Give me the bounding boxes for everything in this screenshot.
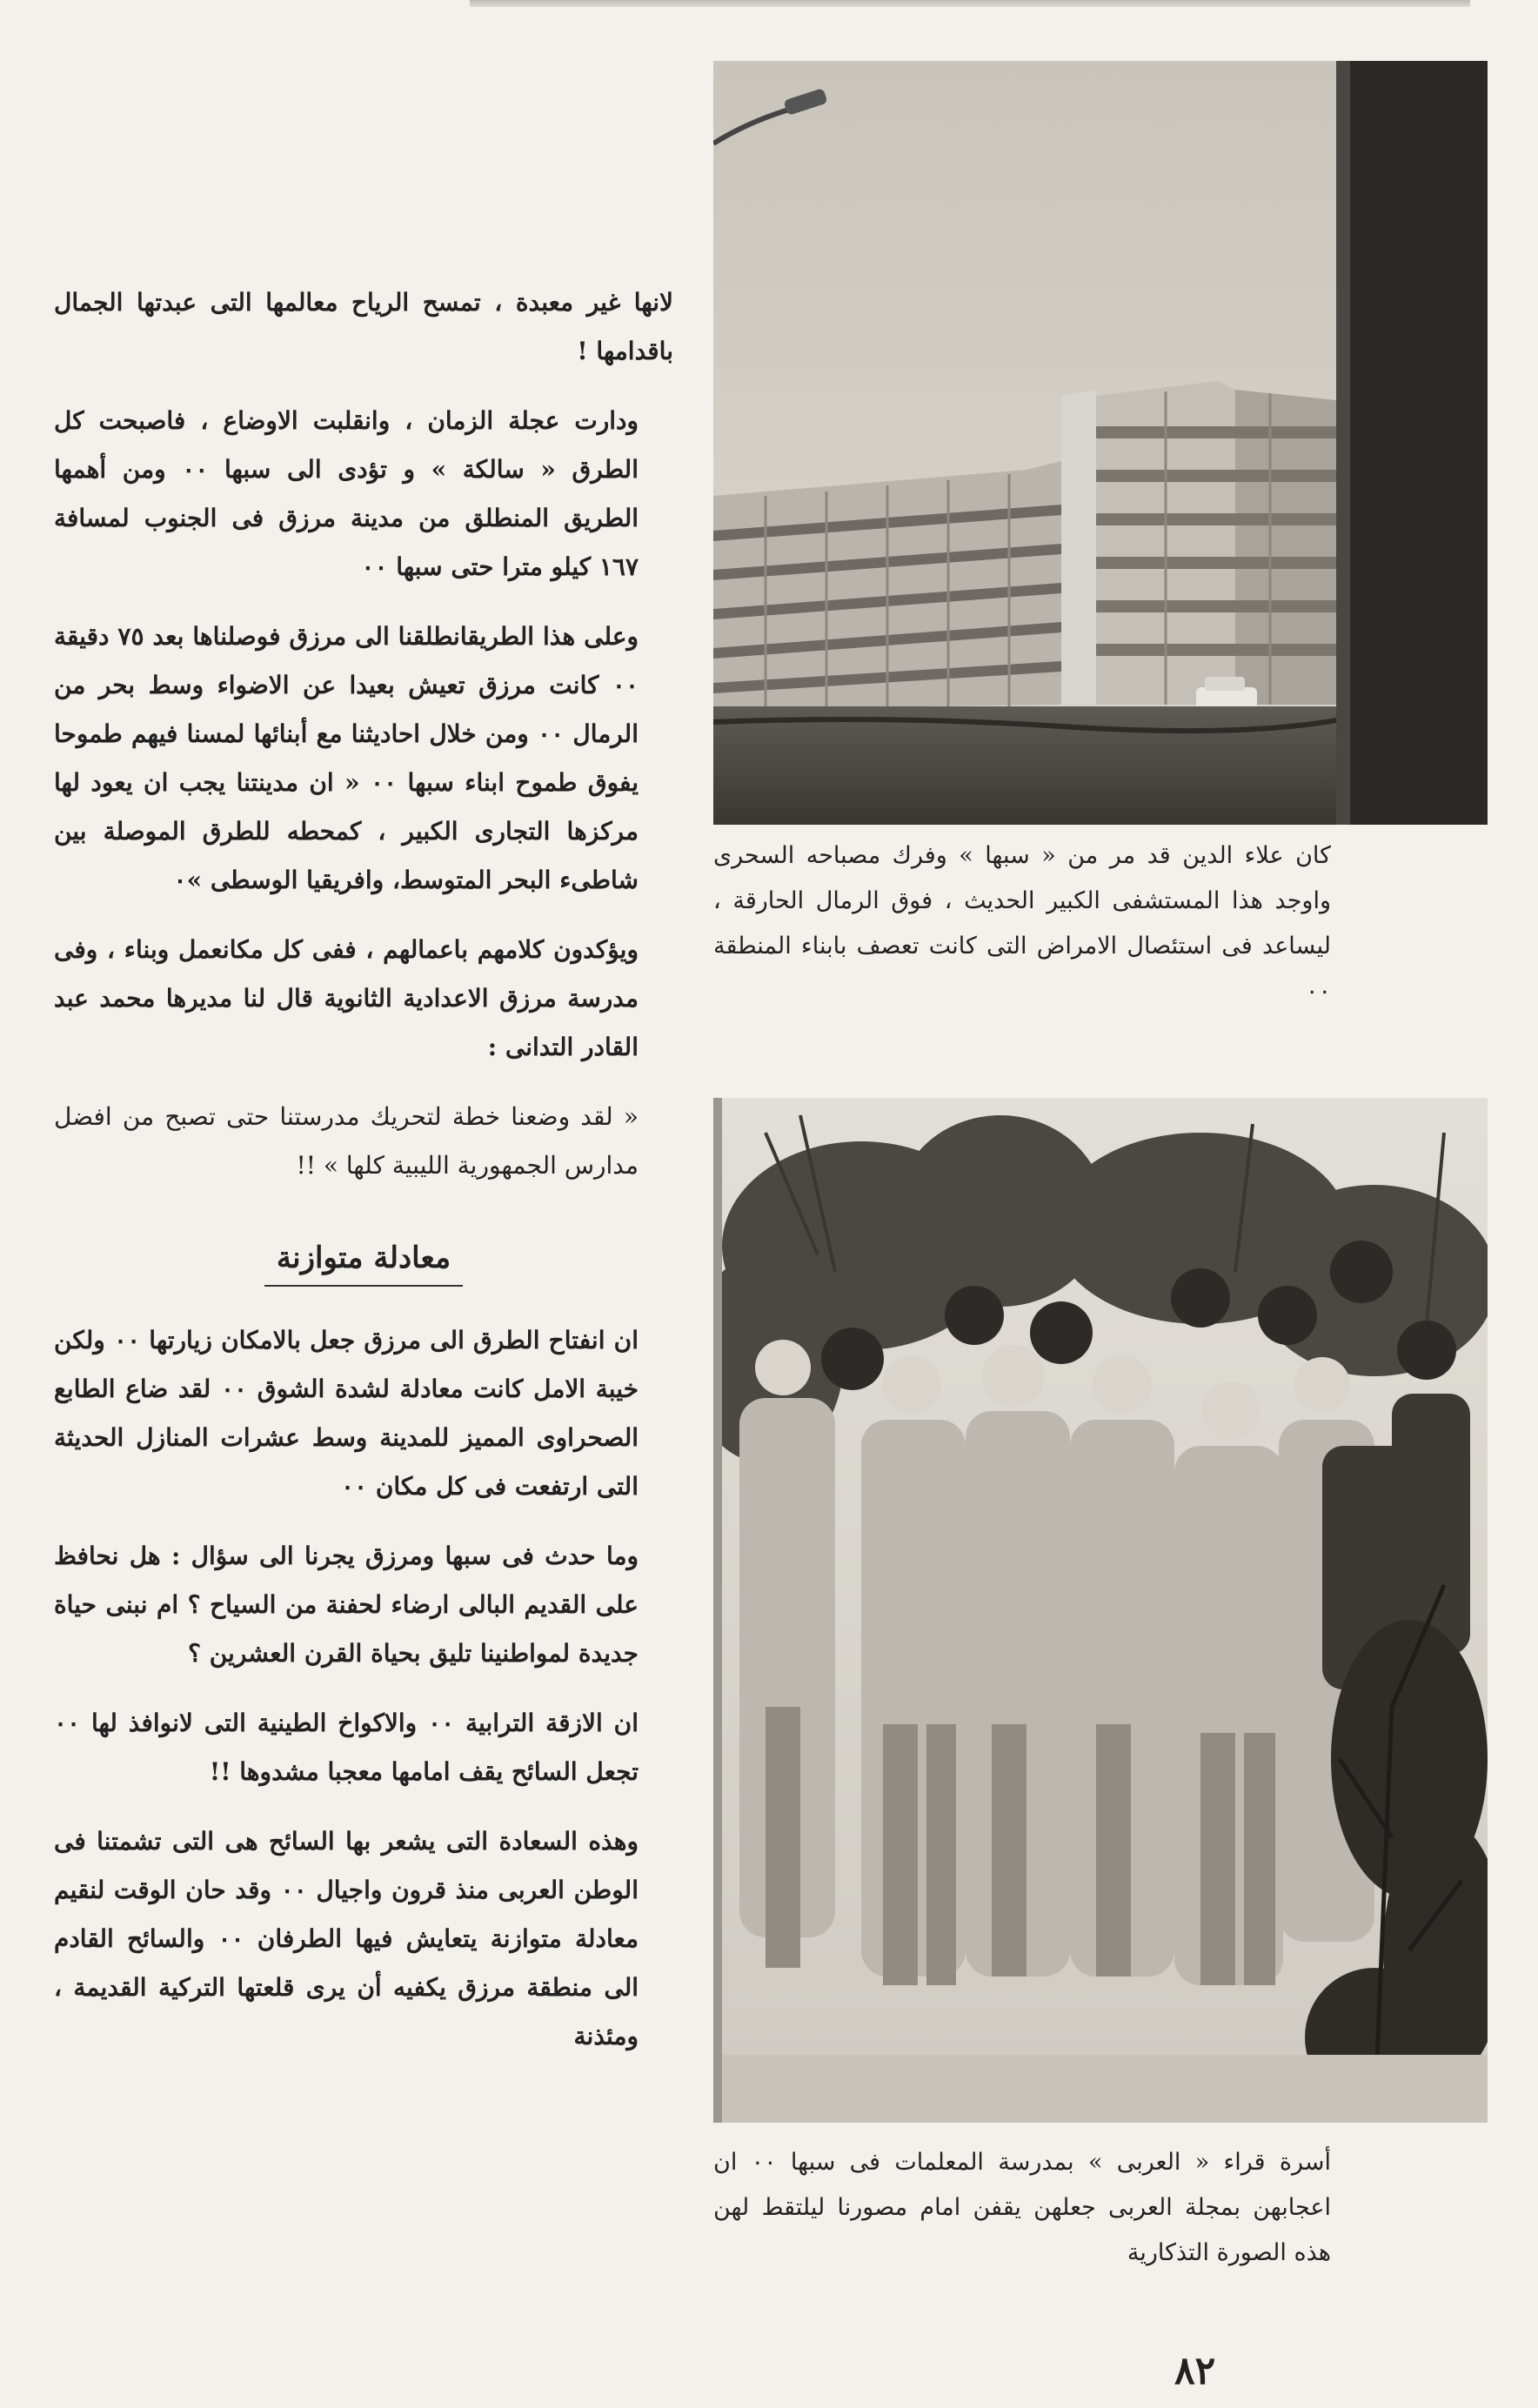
subheading-text: معادلة متوازنة — [264, 1238, 463, 1287]
article-paragraph: وعلى هذا الطريقانطلقنا الى مرزق فوصلناها بعد ٧٥ دقيقة ٠٠ كانت مرزق تعيش بعيدا عن الاضواء وسط بحر من الرمال ٠٠ ومن خلال احاديثنا مع أبنائها لمسنا فيهم طموحا يفوق طموح ابناء سبها ٠٠ « ان مدينتنا يجب ان يعود لها مركزها التجارى الكبير ، كمحطه للطرق الموصلة بين شاطىء البحر المتوسط، وافريقيا الوسطى »٠ — [54, 622, 639, 894]
page-number: ٨٢ — [1174, 2349, 1216, 2393]
article-paragraph: لانها غير معبدة ، تمسح الرياح معالمها التى عبدتها الجمال باقدامها ! — [54, 288, 673, 365]
students-group-photo — [713, 1098, 1488, 2123]
article-paragraph: ان الازقة الترابية ٠٠ والاكواخ الطينية التى لانوافذ لها ٠٠ تجعل السائح يقف امامها معجبا مشدوها !! — [54, 1709, 639, 1786]
article-paragraph: ويؤكدون كلامهم باعمالهم ، ففى كل مكانعمل وبناء ، وفى مدرسة مرزق الاعدادية الثانوية قال لنا مديرها محمد عبد القادر التدانى : — [54, 935, 639, 1061]
article-paragraph: وما حدث فى سبها ومرزق يجرنا الى سؤال : هل نحافظ على القديم البالى ارضاء لحفنة من السياح ؟ ام نبنى حياة جديدة لمواطنينا تليق بحياة القرن العشرين ؟ — [54, 1542, 639, 1668]
hospital-building-photo — [713, 61, 1488, 825]
article-quote: « لقد وضعنا خطة لتحريك مدرستنا حتى تصبح من افضل مدارس الجمهورية الليبية كلها » !! — [54, 1102, 639, 1180]
article-paragraph: وهذه السعادة التى يشعر بها السائح هى التى تشمتنا فى الوطن العربى منذ قرون واجيال ٠٠ وقد حان الوقت لنقيم معادلة متوازنة يتعايش فيها الطرفان ٠٠ والسائح القادم الى منطقة مرزق يكفيه أن يرى قلعتها التركية القديمة ، ومئذنة — [54, 1827, 639, 2050]
article-paragraph: ان انفتاح الطرق الى مرزق جعل بالامكان زيارتها ٠٠ ولكن خيبة الامل كانت معادلة لشدة الشوق ٠٠ لقد ضاع الطابع الصحراوى المميز للمدينة وسط عشرات المنازل الحديثة التى ارتفعت فى كل مكان ٠٠ — [54, 1326, 639, 1501]
article-paragraph: ودارت عجلة الزمان ، وانقلبت الاوضاع ، فاصبحت كل الطرق « سالكة » و تؤدى الى سبها ٠٠ ومن أهمها الطريق المنطلق من مدينة مرزق فى الجنوب لمسافة ١٦٧ كيلو مترا حتى سبها ٠٠ — [54, 406, 639, 581]
article-body — [54, 278, 673, 2082]
students-photo-caption: أسرة قراء « العربى » بمدرسة المعلمات فى سبها ٠٠ ان اعجابهن بمجلة العربى جعلهن يقفن امام مصورنا ليلتقط لهن هذه الصورة التذكارية — [713, 2149, 1331, 2266]
scan-top-edge — [470, 0, 1470, 7]
hospital-photo-caption: كان علاء الدين قد مر من « سبها » وفرك مصباحه السحرى واوجد هذا المستشفى الكبير الحديث ، فوق الرمال الحارقة ، ليساعد فى استئصال الامراض التى كانت تعصف بابناء المنطقة ٠٠ — [713, 842, 1331, 1005]
section-subheading — [54, 1235, 673, 1287]
